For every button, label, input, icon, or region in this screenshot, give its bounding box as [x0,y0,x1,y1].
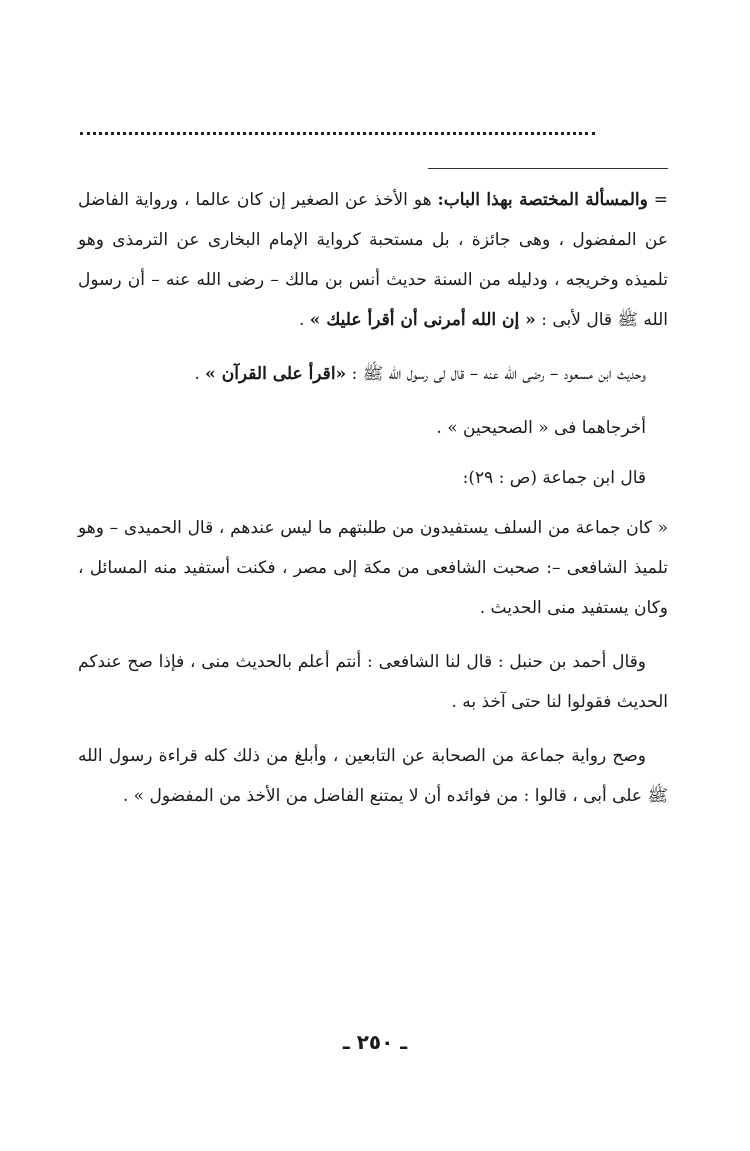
paragraph-5 [78,508,668,628]
paragraph-1-suffix: . [298,310,310,330]
paragraph-1-bold-quote: « إن الله أمرنى أن أقرأ عليك » [309,310,536,330]
paragraph-2 [78,354,668,394]
paragraph-4 [78,458,668,498]
paragraph-1 [78,180,668,340]
paragraph-6 [78,642,668,722]
paragraph-2-text: وحديث ابن مسعود – رضى الله عنه – قال لى رسول الله ﷺ : [346,364,646,384]
paragraph-6-text: وقال أحمد بن حنبل : قال لنا الشافعى : أنتم أعلم بالحديث منى ، فإذا صح عندكم الحديث فقولوا لنا حتى آخذ به . [78,652,668,712]
paragraph-1-prefix: = [647,190,668,210]
paragraph-4-text: قال ابن جماعة (ص : ٢٩): [462,468,646,488]
paragraph-7-text: وصح رواية جماعة من الصحابة عن التابعين ، وأبلغ من ذلك كله قراءة رسول الله ﷺ على أبى ، قالوا : من فوائده أن لا يمتنع الفاضل من الأخذ من المفضول » . [78,746,668,806]
paragraph-7 [78,736,668,816]
paragraph-1-bold-lead: والمسألة المختصة بهذا الباب: [437,190,648,210]
paragraph-3 [78,408,668,448]
paragraph-5-text: « كان جماعة من السلف يستفيدون من طلبتهم ما ليس عندهم ، قال الحميدى – وهو تلميذ الشافعى –: صحبت الشافعى من مكة إلى مصر ، فكنت أستفيد منه المسائل ، وكان يستفيد منى الحديث . [78,518,668,618]
footnote-separator [428,168,668,169]
paragraph-3-text: أخرجاهما فى « الصحيحين » . [436,418,646,438]
paragraph-2-bold-quote: «اقرأ على القرآن » [205,364,347,384]
paragraph-1-text: هو الأخذ عن الصغير إن كان عالما ، ورواية الفاضل عن المفضول ، وهى جائزة ، بل مستحبة كرواية الإمام البخارى عن الترمذى وهو تلميذه وخريجه ، ودليله من السنة حديث أنس بن مالك – رضى الله عنه – أن رسول الله ﷺ قال لأبى : [78,190,668,330]
footnote-body [78,180,668,830]
dotted-divider [80,118,595,135]
page-number: ـ ٢٥٠ ـ [342,1030,408,1054]
paragraph-2-suffix: . [194,364,206,384]
